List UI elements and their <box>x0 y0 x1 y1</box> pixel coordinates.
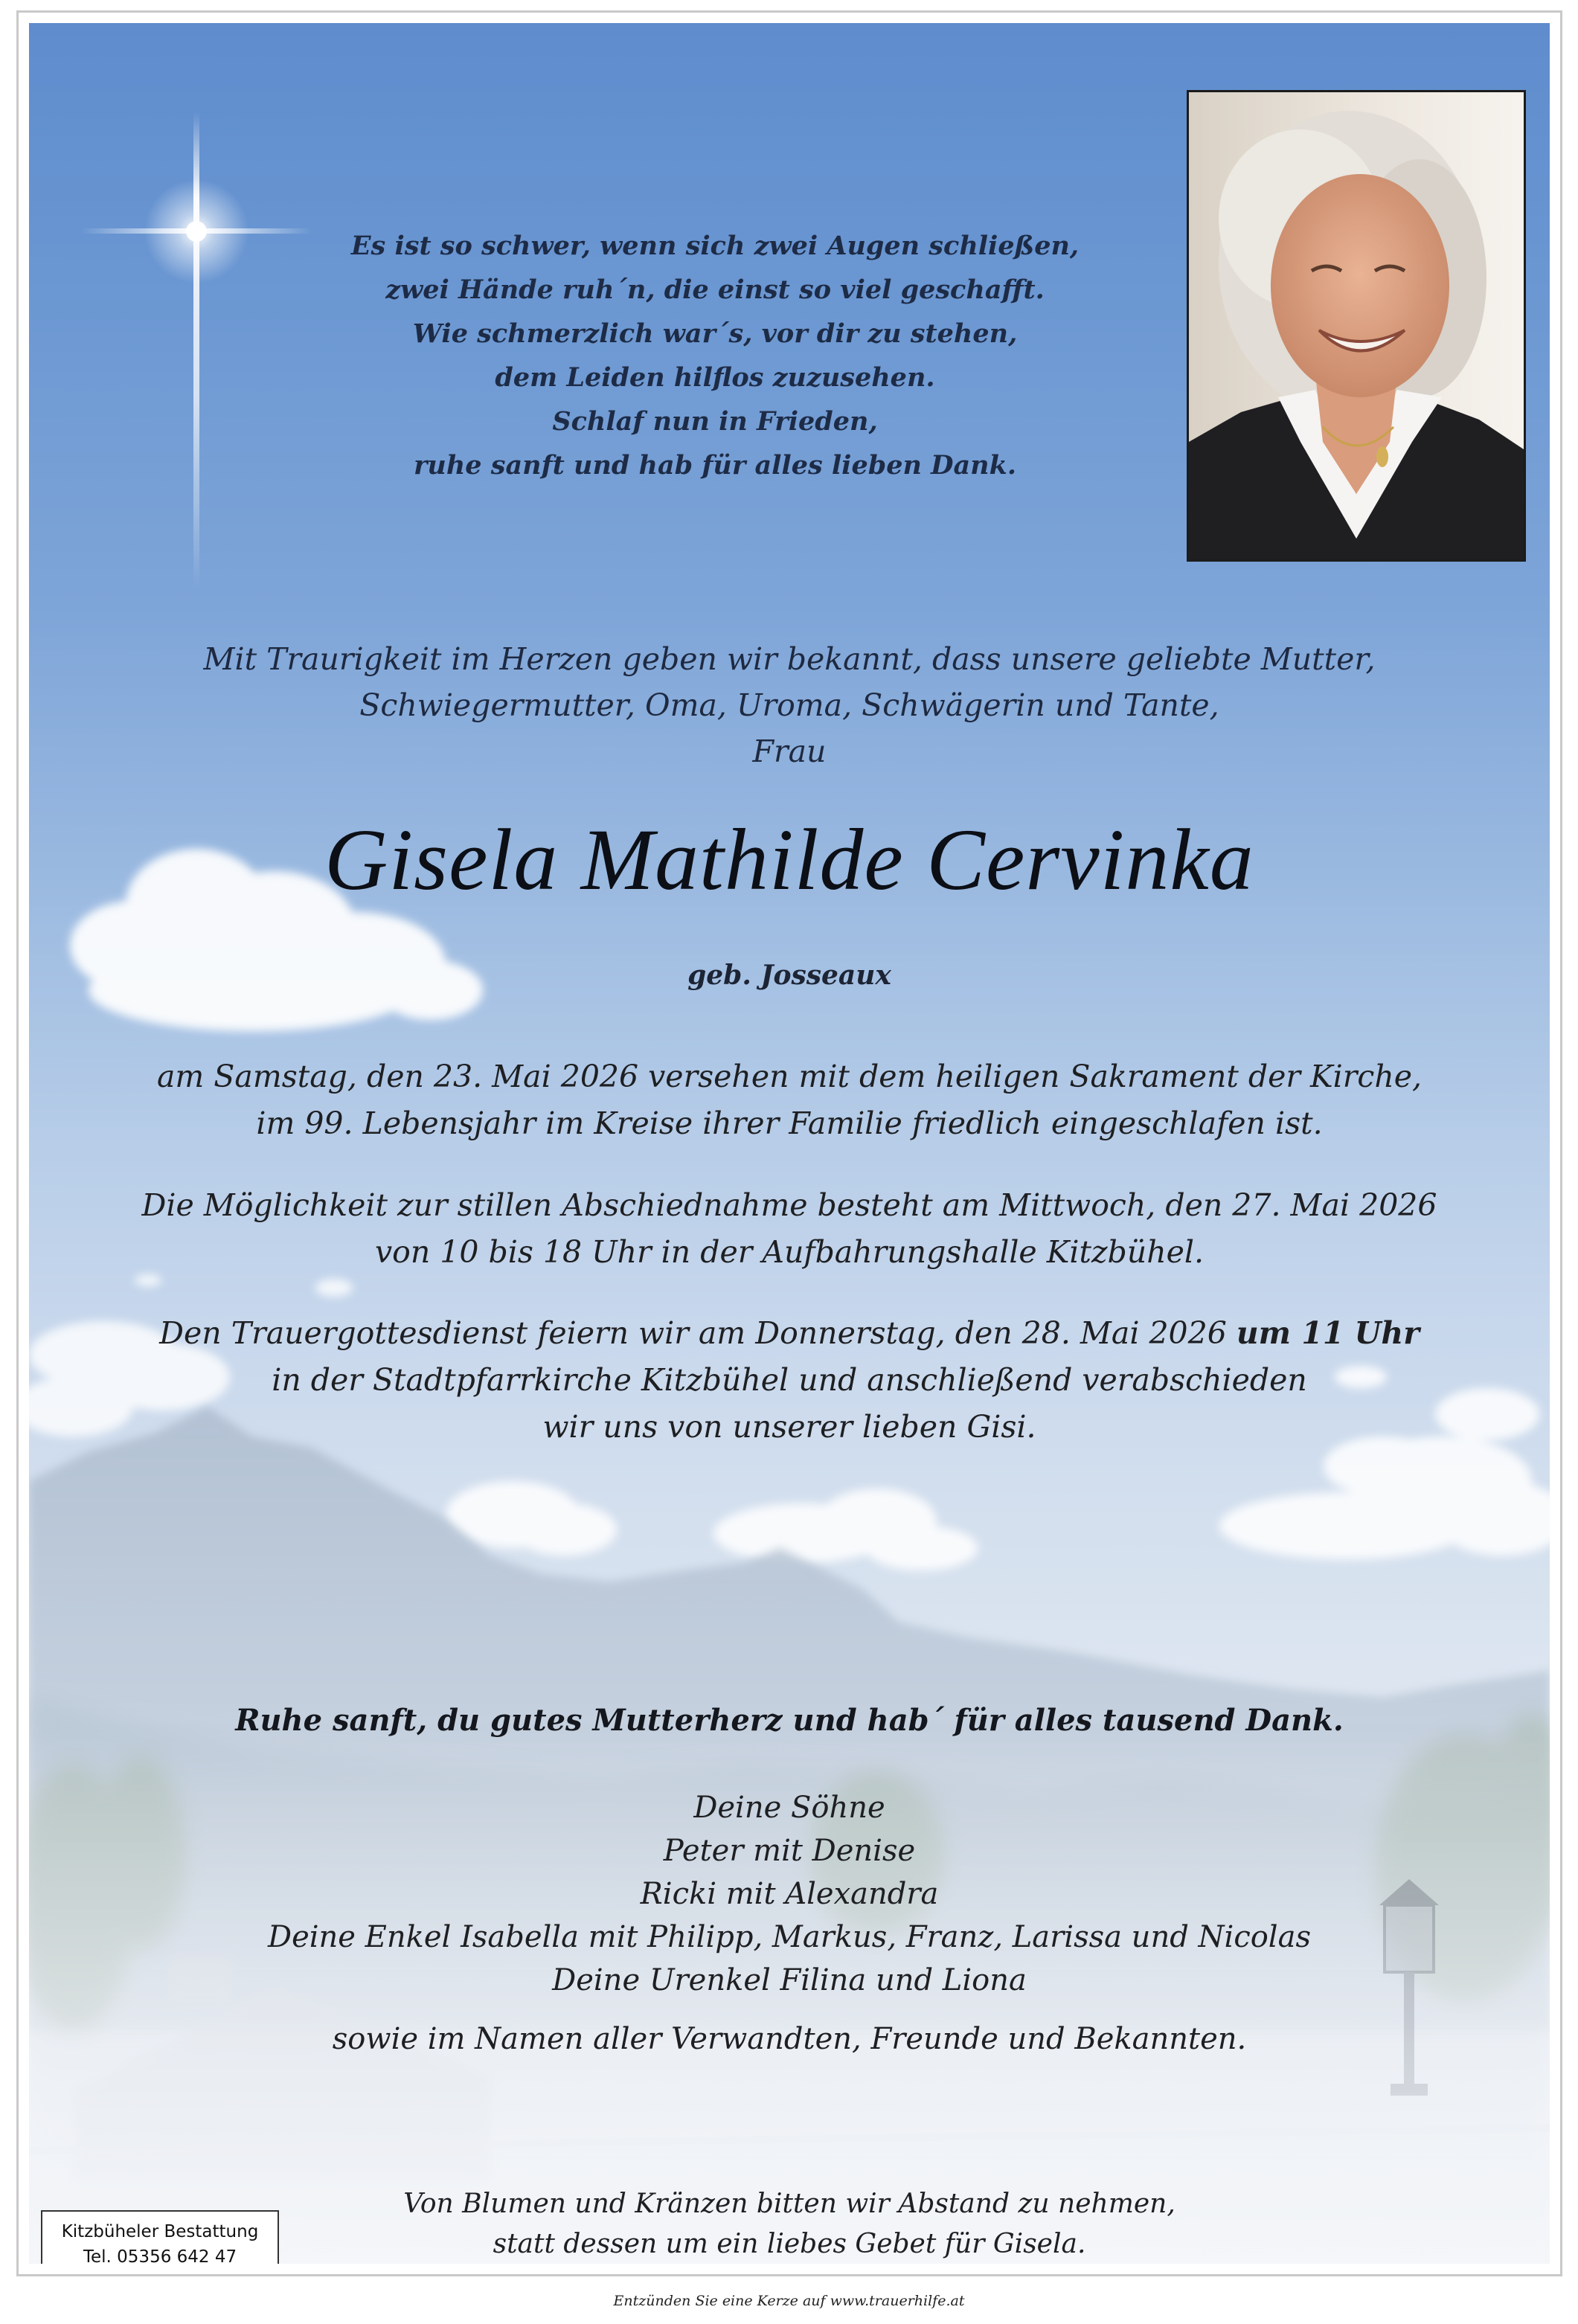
family-line: Deine Urenkel Filina und Liona <box>552 1963 1027 1997</box>
death-notice-line: am Samstag, den 23. Mai 2026 versehen mit dem heiligen Sakrament der Kirche, <box>156 1059 1423 1094</box>
mass-line <box>29 1310 1550 1357</box>
poem-line: dem Leiden hilflos zuzusehen. <box>495 362 935 393</box>
notice-frame <box>16 10 1562 2276</box>
footer-link[interactable]: Entzünden Sie eine Kerze auf www.trauerhilfe.at <box>613 2293 965 2309</box>
family-line: Ricki mit Alexandra <box>640 1877 939 1911</box>
family-list <box>29 1786 1550 2002</box>
intro-line: Mit Traurigkeit im Herzen geben wir bekannt, dass unsere geliebte Mutter, <box>203 641 1376 677</box>
company-phone: Tel. 05356 642 47 <box>83 2247 237 2264</box>
relatives-line: sowie im Namen aller Verwandten, Freunde und Bekannten. <box>332 2022 1247 2056</box>
farewell-line: von 10 bis 18 Uhr in der Aufbahrungshalle Kitzbühel. <box>374 1234 1205 1270</box>
mass-line-text: Den Trauergottesdienst feiern wir am Donnerstag, den 28. Mai 2026 <box>159 1315 1237 1351</box>
poem-line: Schlaf nun in Frieden, <box>552 406 878 437</box>
flowers-line: statt dessen um ein liebes Gebet für Gisela. <box>493 2229 1086 2259</box>
poem-line: zwei Hände ruh´n, die einst so viel geschafft. <box>385 275 1045 305</box>
family-line: Deine Enkel Isabella mit Philipp, Markus, Franz, Larissa und Nicolas <box>268 1920 1311 1954</box>
cloud-center <box>446 1481 978 1570</box>
family-line: Deine Söhne <box>693 1791 885 1825</box>
mass-line: wir uns von unserer lieben Gisi. <box>542 1409 1036 1445</box>
mass-line: in der Stadtpfarrkirche Kitzbühel und anschließend verabschieden <box>272 1362 1307 1398</box>
mass-time: um 11 Uhr <box>1236 1315 1420 1351</box>
family-line: Peter mit Denise <box>663 1834 916 1868</box>
farewell-line: Die Möglichkeit zur stillen Abschiednahme besteht am Mittwoch, den 27. Mai 2026 <box>141 1187 1437 1223</box>
poem-line: ruhe sanft und hab für alles lieben Dank. <box>413 450 1017 481</box>
announcement-intro <box>29 636 1550 774</box>
intro-line: Frau <box>752 734 827 769</box>
flowers-line: Von Blumen und Kränzen bitten wir Abstand zu nehmen, <box>403 2189 1176 2219</box>
poem <box>29 224 1475 487</box>
sky-background <box>29 23 1550 2264</box>
closing-motto: Ruhe sanft, du gutes Mutterherz und hab´ für alles tausend Dank. <box>235 1703 1344 1738</box>
funeral-company-box <box>41 2210 279 2264</box>
funeral-mass <box>29 1310 1550 1451</box>
death-notice-line: im 99. Lebensjahr im Kreise ihrer Familie friedlich eingeschlafen ist. <box>256 1105 1323 1141</box>
birth-name: geb. Josseaux <box>687 960 891 991</box>
poem-line: Wie schmerzlich war´s, vor dir zu stehen, <box>412 318 1018 349</box>
poem-line: Es ist so schwer, wenn sich zwei Augen schließen, <box>350 231 1080 261</box>
intro-line: Schwiegermutter, Oma, Uroma, Schwägerin und Tante, <box>359 687 1219 723</box>
company-name: Kitzbüheler Bestattung <box>61 2222 259 2241</box>
deceased-name: Gisela Mathilde Cervinka <box>324 811 1254 908</box>
farewell-viewing <box>29 1182 1550 1276</box>
death-notice <box>29 1053 1550 1147</box>
